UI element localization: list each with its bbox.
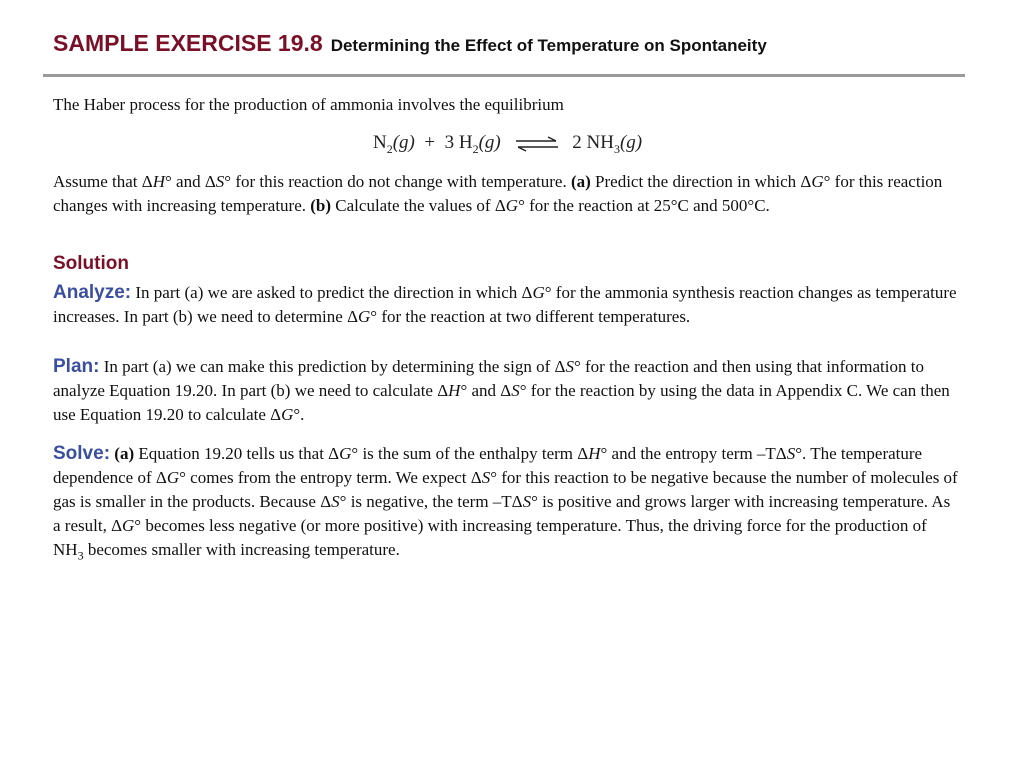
question-s: S — [215, 172, 225, 191]
solve-s2: S — [481, 468, 491, 487]
question-part-b: (b) — [310, 196, 332, 215]
question-text-7: ° for the reaction at 25°C and 500°C. — [518, 196, 770, 215]
solve-g2: G — [166, 468, 180, 487]
exercise-subtitle: Determining the Effect of Temperature on Spontaneity — [330, 36, 767, 55]
plan-text-4: ° for the reaction by using the data in Appendix C. We can then use Equation 19.20 to calculate Δ — [53, 381, 950, 424]
solve-s4: S — [522, 492, 532, 511]
question-text-3: ° for this reaction do not change with temperature. — [224, 172, 571, 191]
analyze-paragraph — [53, 281, 958, 329]
eq-ammonia-sub: 3 — [613, 141, 620, 156]
plan-label: Plan: — [53, 356, 100, 377]
solve-part-a: (a) — [114, 444, 135, 463]
plan-h: H — [448, 381, 461, 400]
eq-coef-nh: 2 — [572, 132, 582, 153]
eq-plus: + — [424, 132, 436, 153]
solve-s1: S — [786, 444, 796, 463]
plan-paragraph — [53, 355, 958, 427]
question-text-2: ° and Δ — [164, 172, 216, 191]
question-g1: G — [811, 172, 824, 191]
solve-text-2: ° is the sum of the enthalpy term Δ — [351, 444, 589, 463]
solve-text-5: ° comes from the entropy term. We expect Δ — [179, 468, 482, 487]
analyze-text-1: In part (a) we are asked to predict the direction in which Δ — [131, 283, 533, 302]
solve-text-1: Equation 19.20 tells us that Δ — [134, 444, 340, 463]
plan-text-1: In part (a) we can make this prediction by determining the sign of Δ — [99, 357, 566, 376]
plan-text-3: ° and Δ — [460, 381, 512, 400]
plan-g: G — [281, 405, 294, 424]
solve-g3: G — [122, 516, 135, 535]
analyze-g1: G — [532, 283, 545, 302]
eq-state-1: (g) — [392, 132, 415, 153]
plan-s2: S — [511, 381, 520, 400]
solve-label: Solve: — [53, 443, 111, 464]
header-divider — [43, 74, 965, 77]
eq-nitrogen-sub: 2 — [386, 141, 393, 156]
question-text-4: Predict the direction in which Δ — [590, 172, 812, 191]
analyze-g2: G — [358, 307, 371, 326]
plan-text-5: °. — [293, 405, 305, 424]
solve-text-8: ° is positive and grows larger with increasing temperature. As a result, Δ — [53, 492, 951, 535]
solve-nh3-sub: 3 — [77, 548, 84, 563]
haber-equation — [373, 130, 642, 162]
solve-text-4: °. The temperature dependence of Δ — [53, 444, 923, 487]
solve-text-7: ° is negative, the term –TΔ — [339, 492, 523, 511]
intro-paragraph: The Haber process for the production of ammonia involves the equilibrium — [53, 95, 564, 114]
solve-text-6: ° for this reaction to be negative because the number of molecules of gas is smaller in the products. Because Δ — [53, 468, 958, 511]
eq-coef-h: 3 — [444, 132, 455, 153]
eq-ammonia: NH — [586, 132, 614, 153]
question-text-5: ° for this reaction changes with increasing temperature. — [53, 172, 943, 215]
question-part-a: (a) — [570, 172, 591, 191]
eq-hydrogen-sub: 2 — [472, 141, 479, 156]
plan-s1: S — [565, 357, 574, 376]
analyze-text-3: ° for the reaction at two different temperatures. — [370, 307, 691, 326]
eq-hydrogen: H — [458, 132, 473, 153]
plan-text-2: ° for the reaction and then using that information to analyze Equation 19.20. In part (b) we need to calculate Δ — [53, 357, 924, 400]
question-h: H — [152, 172, 165, 191]
analyze-label: Analyze: — [53, 282, 132, 303]
question-text-1: Assume that Δ — [53, 172, 153, 191]
equilibrium-arrow-icon — [514, 136, 560, 152]
solve-h: H — [588, 444, 601, 463]
eq-nitrogen: N — [373, 132, 387, 153]
solve-text-10: becomes smaller with increasing temperature. — [83, 540, 400, 559]
solution-heading: Solution — [53, 253, 129, 274]
question-text-6: Calculate the values of Δ — [331, 196, 506, 215]
eq-state-3: (g) — [619, 132, 643, 153]
exercise-title: SAMPLE EXERCISE 19.8 — [53, 30, 323, 56]
slide-header — [53, 30, 973, 57]
question-paragraph — [53, 170, 958, 218]
solve-paragraph — [53, 442, 958, 567]
question-g2: G — [505, 196, 519, 215]
analyze-text-2: ° for the ammonia synthesis reaction changes as temperature increases. In part (b) we need to determine Δ — [53, 283, 957, 326]
solve-text-9: ° becomes less negative (or more positive) with increasing temperature. Thus, the driving force for the production of NH — [53, 516, 927, 559]
solve-text-3: ° and the entropy term –TΔ — [600, 444, 787, 463]
eq-state-2: (g) — [478, 132, 501, 153]
solve-g1: G — [339, 444, 352, 463]
solve-s3: S — [331, 492, 340, 511]
